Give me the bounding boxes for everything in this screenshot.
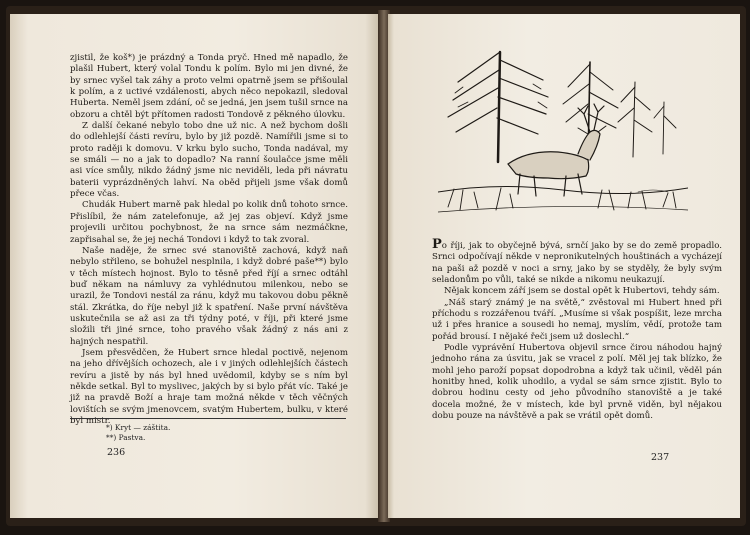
deer-illustration bbox=[438, 42, 688, 214]
paragraph: Naše naděje, že srnec své stanoviště zachová, když naň nebylo střileno, se bohužel nesplnila, i když dobré paše**) bylo v těch místech hojnost. Bylo to těsně před říjí a srnec odtáhl buď někam na námluvy za vyhlédnutou milenkou, nebo se urazil, že Tondovi nestál za ránu, když mu takovou dobu pěkně stál. Zkrátka, do říje nebyl již k spatření. Naše první návštěva uskutečnila se až asi za tři týdny poté, v říji, při které jsme složili tři jiné srnce, toho pravého však žádný z nás ani z hajných nespatřil. bbox=[70, 245, 348, 347]
page-number: 236 bbox=[107, 447, 126, 458]
left-page bbox=[10, 14, 380, 518]
paragraph: zjistil, že koš*) je prázdný a Tonda pryč. Hned mě napadlo, že plašil Hubert, který volal Tondu k polím. Bylo mi jen divné, že by srnec vyšel tak záhy a proto velmi opatrně jsem se přišoulal k polím, a z uctivé vzdálenosti, abych něco nepokazil, sledoval Huberta. Neměl jsem zdání, oč se jedná, jen jsem tušil srnce na obzoru a chtěl být přítomen radosti Tondově z pěkného úlovku. bbox=[70, 53, 348, 120]
paragraph: Jsem přesvědčen, že Hubert srnce hledal poctivě, nejenom na jeho dřívějších ochozech, ale i v jiných odlehlejších částech revíru a jistě by nás byl hned uvědomil, kdyby se s ním byl někde setkal. Byl to myslivec, jakých by si bylo přát víc. Také je již na pravdě Boží a hraje tam možná někde v těch věčných lovištích se svým jmenovcem, svatým Hubertem, bulku, v které byl mistr. bbox=[70, 347, 348, 426]
footnotes bbox=[106, 423, 170, 443]
page-number: 237 bbox=[651, 452, 670, 463]
paragraph-text: o říji, jak to obyčejně bývá, srnčí jako by se do země propadlo. Srnci odpočívají někde v nepronikutelných houštinách a vycházejí na paši až pozdě v noci a srny, jako by se styděly, že byly svým seladonům po vůli, také se nikde a nikomu neukazují. bbox=[432, 241, 722, 286]
right-text-column bbox=[432, 239, 722, 423]
paragraph bbox=[432, 239, 722, 286]
paragraph: Z další čekané nebylo tobo dne už nic. A než bychom došli do odlehlejší části revíru, bylo by již pozdě. Namířili jsme si to proto raději k domovu. V krku bylo sucho, Tonda nadával, my se smáli — no a jak to dopadlo? Na ranní šoulačce jsme měli asi více smůly, nikdo žádný jsme nic neviděli, leda při návratu baterii vyprázdněných lahví. Na oběd přijeli jsme však domů přece včas. bbox=[70, 121, 348, 200]
drop-cap: P bbox=[432, 237, 442, 252]
paragraph: Podle vyprávění Hubertova objevil srnce čirou náhodou hajný jednoho rána za úsvitu, jak se vracel z polí. Měl jej tak blízko, že mohl jeho paroží popsat dopodrobna a když tak učinil, věděl pán honitby hned, kolik uhodilo, a vydal se sám srnce zjistit. Bylo to dobrou hodinu cesty od jeho původního stanoviště a je také docela možné, že v místech, kde byl prvně viděn, byl nějakou dobu pouze na návštěvě a pak se vrátil opět domů. bbox=[432, 343, 722, 422]
open-book bbox=[6, 6, 746, 526]
footnote-rule bbox=[70, 418, 346, 419]
paragraph: „Náš starý známý je na světě,“ zvěstoval mi Hubert hned při příchodu s rozzářenou tváří. „Musíme si však pospíšit, leze mrcha už i přes hranice a sousedi ho nemaj, myslím, vědí, protože tam pořád brousí. I nějaké řeči jsem už doslechl.“ bbox=[432, 297, 722, 342]
footnote: *) Kryt — záštita. bbox=[106, 423, 171, 432]
paragraph: Nějak koncem září jsem se dostal opět k Hubertovi, tehdy sám. bbox=[444, 286, 720, 297]
right-page bbox=[388, 14, 740, 518]
footnote: **) Pastva. bbox=[106, 433, 146, 442]
left-text-column bbox=[70, 53, 348, 427]
paragraph: Chudák Hubert marně pak hledal po kolik dnů tohoto srnce. Přislíbil, že nám zatelefonuje, až jej zas objeví. Když jsme projevili určitou pochybnost, že na srnce sám nezmáčkne, zapřisahal se, že jej nechá Tondovi i když to tak zvoral. bbox=[70, 200, 348, 245]
